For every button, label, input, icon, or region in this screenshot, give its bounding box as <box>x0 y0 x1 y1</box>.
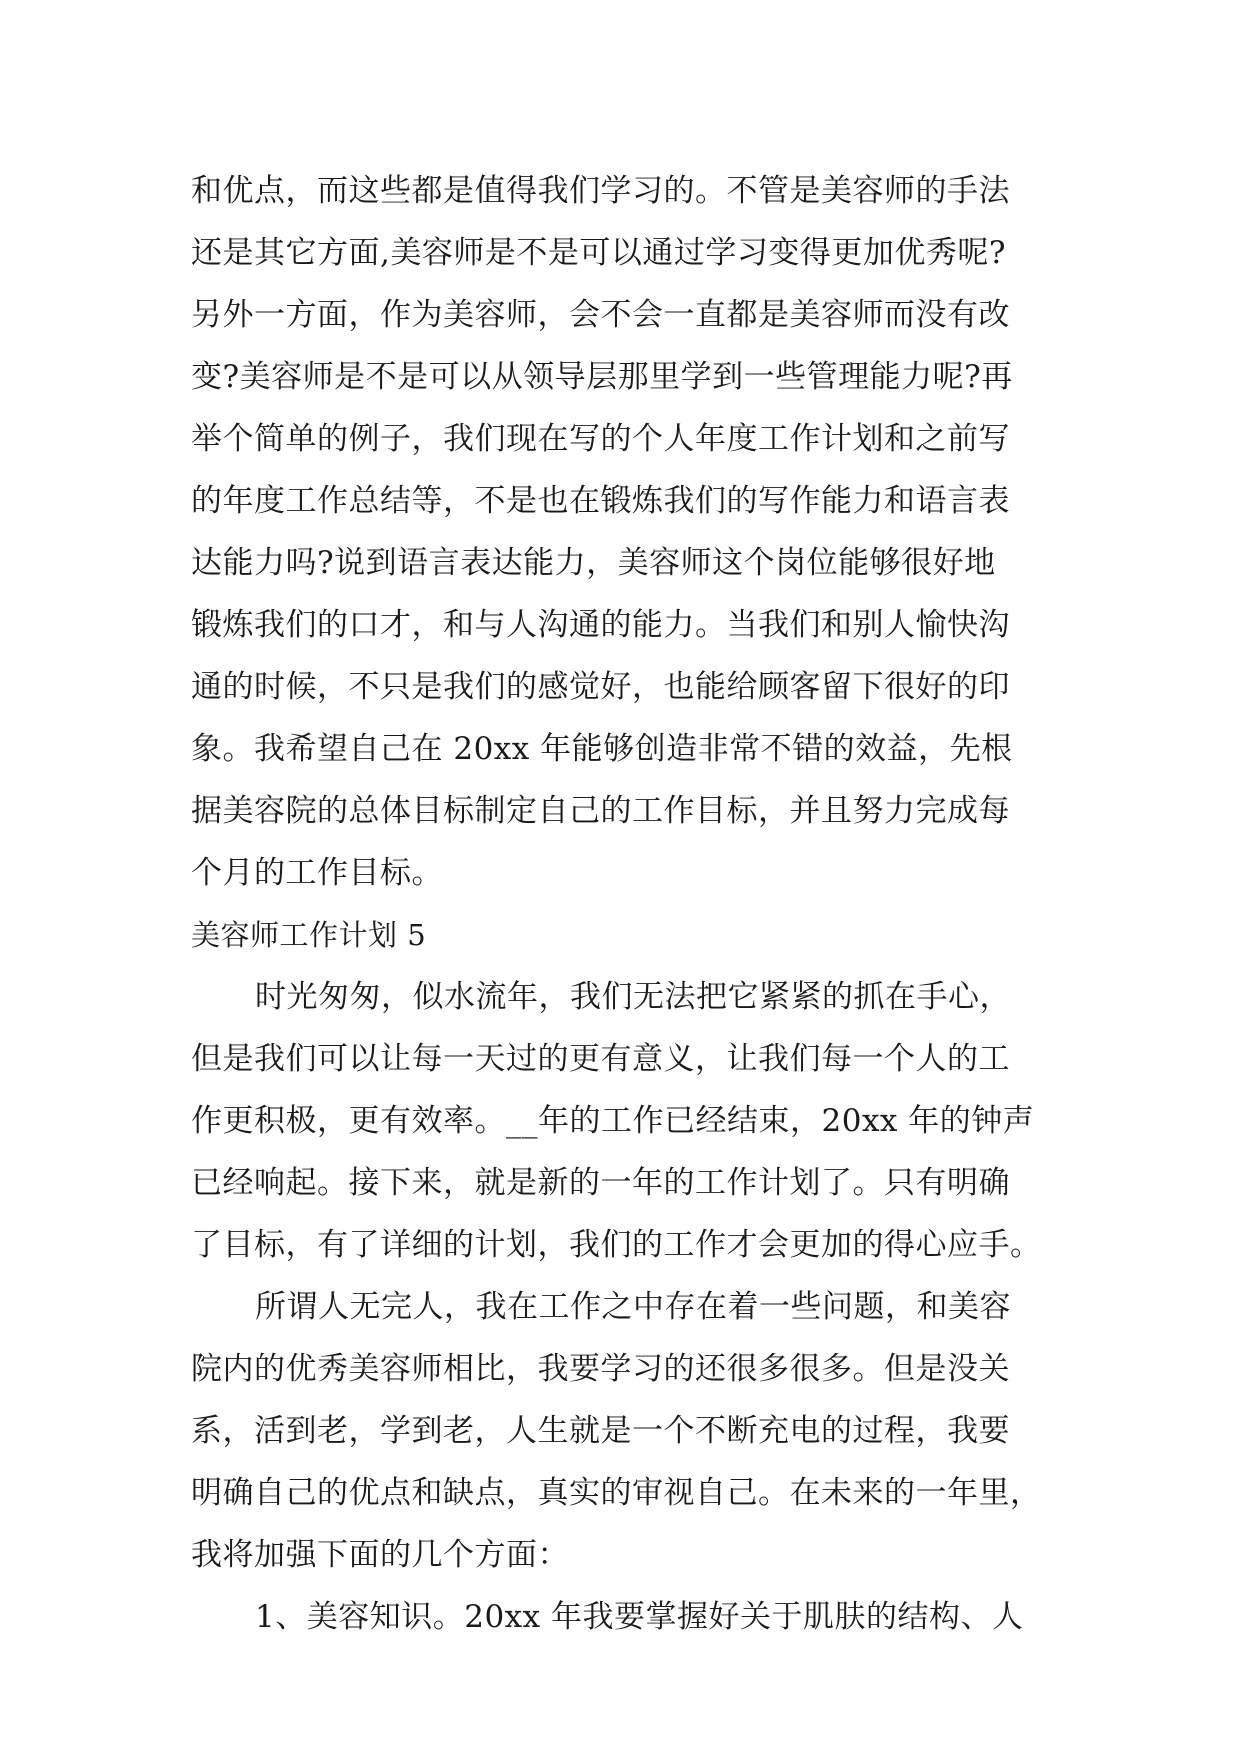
text-line: 象。我希望自己在 20xx 年能够创造非常不错的效益，先根 <box>191 731 1013 767</box>
text-line: 通的时候，不只是我们的感觉好，也能给顾客留下很好的印 <box>191 669 1010 705</box>
document-body <box>191 160 1051 1648</box>
text-line: 另外一方面，作为美容师，会不会一直都是美容师而没有改 <box>191 297 1010 333</box>
text-line: 院内的优秀美容师相比，我要学习的还很多很多。但是没关 <box>191 1351 1010 1387</box>
text-line: 已经响起。接下来，就是新的一年的工作计划了。只有明确 <box>191 1165 1010 1201</box>
text-line: 达能力吗?说到语言表达能力，美容师这个岗位能够很好地 <box>191 545 996 581</box>
text-line: 变?美容师是不是可以从领导层那里学到一些管理能力呢?再 <box>191 359 1013 395</box>
text-line: 举个简单的例子，我们现在写的个人年度工作计划和之前写 <box>191 421 1010 457</box>
text-line: 但是我们可以让每一天过的更有意义，让我们每一个人的工 <box>191 1041 1010 1077</box>
paragraph-intro <box>191 966 1051 1276</box>
paragraph-item-1 <box>191 1586 1051 1648</box>
text-line: 据美容院的总体目标制定自己的工作目标，并且努力完成每 <box>191 793 1010 829</box>
text-line: 时光匆匆，似水流年，我们无法把它紧紧的抓在手心， <box>255 979 1011 1015</box>
text-line: 1、美容知识。20xx 年我要掌握好关于肌肤的结构、人 <box>255 1599 1024 1635</box>
text-line: 系，活到老，学到老，人生就是一个不断充电的过程，我要 <box>191 1413 1010 1449</box>
text-line: 的年度工作总结等，不是也在锻炼我们的写作能力和语言表 <box>191 483 1010 519</box>
text-line: 明确自己的优点和缺点，真实的审视自己。在未来的一年里， <box>191 1475 1042 1511</box>
paragraph-self-review <box>191 1276 1051 1586</box>
text-line: 所谓人无完人，我在工作之中存在着一些问题，和美容 <box>255 1289 1011 1325</box>
text-line: 作更积极，更有效率。__年的工作已经结束，20xx 年的钟声 <box>191 1103 1035 1139</box>
section-heading: 美容师工作计划 5 <box>191 918 427 952</box>
paragraph-continued <box>191 160 1051 904</box>
text-line: 还是其它方面,美容师是不是可以通过学习变得更加优秀呢? <box>191 235 1006 271</box>
text-line: 我将加强下面的几个方面： <box>191 1537 569 1573</box>
text-line: 锻炼我们的口才，和与人沟通的能力。当我们和别人愉快沟 <box>191 607 1010 643</box>
text-line: 个月的工作目标。 <box>191 855 443 891</box>
text-line: 了目标，有了详细的计划，我们的工作才会更加的得心应手。 <box>191 1227 1042 1263</box>
text-line: 和优点，而这些都是值得我们学习的。不管是美容师的手法 <box>191 173 1010 209</box>
